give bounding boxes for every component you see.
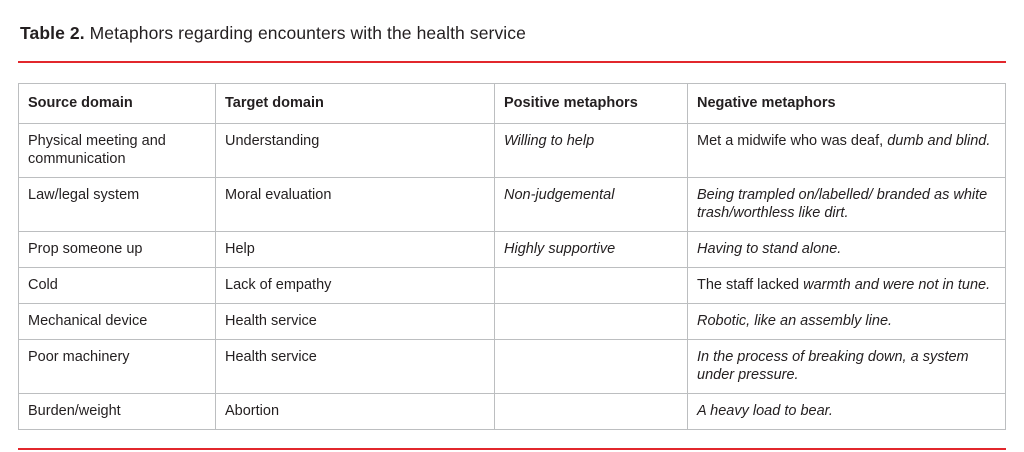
negative-metaphor-emphasis: A heavy load to bear.: [697, 403, 833, 419]
cell-negative-metaphor: [688, 304, 1006, 340]
table-row: [19, 268, 1006, 304]
cell-positive-metaphor: [495, 340, 688, 394]
cell-negative-metaphor: [688, 178, 1006, 232]
cell-source-domain: Physical meeting and communication: [19, 124, 216, 178]
cell-positive-metaphor: [495, 304, 688, 340]
cell-target-domain: Understanding: [216, 124, 495, 178]
cell-positive-metaphor: [495, 268, 688, 304]
cell-negative-metaphor: [688, 394, 1006, 430]
column-header-source-domain: Source domain: [19, 84, 216, 124]
table-row: [19, 232, 1006, 268]
cell-negative-metaphor: [688, 268, 1006, 304]
table-header-row: [19, 84, 1006, 124]
table-caption: [20, 22, 1006, 44]
cell-positive-metaphor: Highly supportive: [495, 232, 688, 268]
cell-target-domain: Moral evaluation: [216, 178, 495, 232]
bottom-rule: [18, 448, 1006, 450]
negative-metaphor-emphasis: Robotic, like an assembly line.: [697, 313, 893, 329]
cell-positive-metaphor: Willing to help: [495, 124, 688, 178]
table-caption-text: Metaphors regarding encounters with the health service: [84, 23, 526, 43]
cell-source-domain: Prop someone up: [19, 232, 216, 268]
negative-metaphor-emphasis: Being trampled on/labelled/ branded as white trash/worthless like dirt.: [697, 187, 988, 221]
table-header: [19, 84, 1006, 124]
table-caption-label: Table 2.: [20, 23, 85, 43]
metaphors-table: [18, 83, 1006, 430]
column-header-positive-metaphors: Positive metaphors: [495, 84, 688, 124]
negative-metaphor-emphasis: warmth and were not in tune.: [803, 277, 991, 293]
cell-positive-metaphor: Non-judgemental: [495, 178, 688, 232]
cell-positive-metaphor: [495, 394, 688, 430]
cell-negative-metaphor: [688, 340, 1006, 394]
cell-target-domain: Help: [216, 232, 495, 268]
column-header-negative-metaphors: Negative metaphors: [688, 84, 1006, 124]
table-row: [19, 394, 1006, 430]
negative-metaphor-emphasis: In the process of breaking down, a system under pressure.: [697, 349, 969, 383]
cell-target-domain: Health service: [216, 304, 495, 340]
table-body: [19, 124, 1006, 430]
table-row: [19, 124, 1006, 178]
cell-negative-metaphor: [688, 232, 1006, 268]
table-row: [19, 304, 1006, 340]
negative-metaphor-emphasis: dumb and blind.: [887, 133, 991, 149]
cell-target-domain: Health service: [216, 340, 495, 394]
cell-source-domain: Cold: [19, 268, 216, 304]
table-row: [19, 340, 1006, 394]
column-header-target-domain: Target domain: [216, 84, 495, 124]
negative-metaphor-emphasis: Having to stand alone.: [697, 241, 842, 257]
cell-source-domain: Burden/weight: [19, 394, 216, 430]
top-rule: [18, 61, 1006, 63]
negative-metaphor-plain: The staff lacked: [697, 277, 804, 293]
negative-metaphor-plain: Met a midwife who was deaf,: [697, 133, 888, 149]
cell-negative-metaphor: [688, 124, 1006, 178]
cell-source-domain: Poor machinery: [19, 340, 216, 394]
table-row: [19, 178, 1006, 232]
cell-source-domain: Mechanical device: [19, 304, 216, 340]
cell-target-domain: Abortion: [216, 394, 495, 430]
cell-source-domain: Law/legal system: [19, 178, 216, 232]
cell-target-domain: Lack of empathy: [216, 268, 495, 304]
